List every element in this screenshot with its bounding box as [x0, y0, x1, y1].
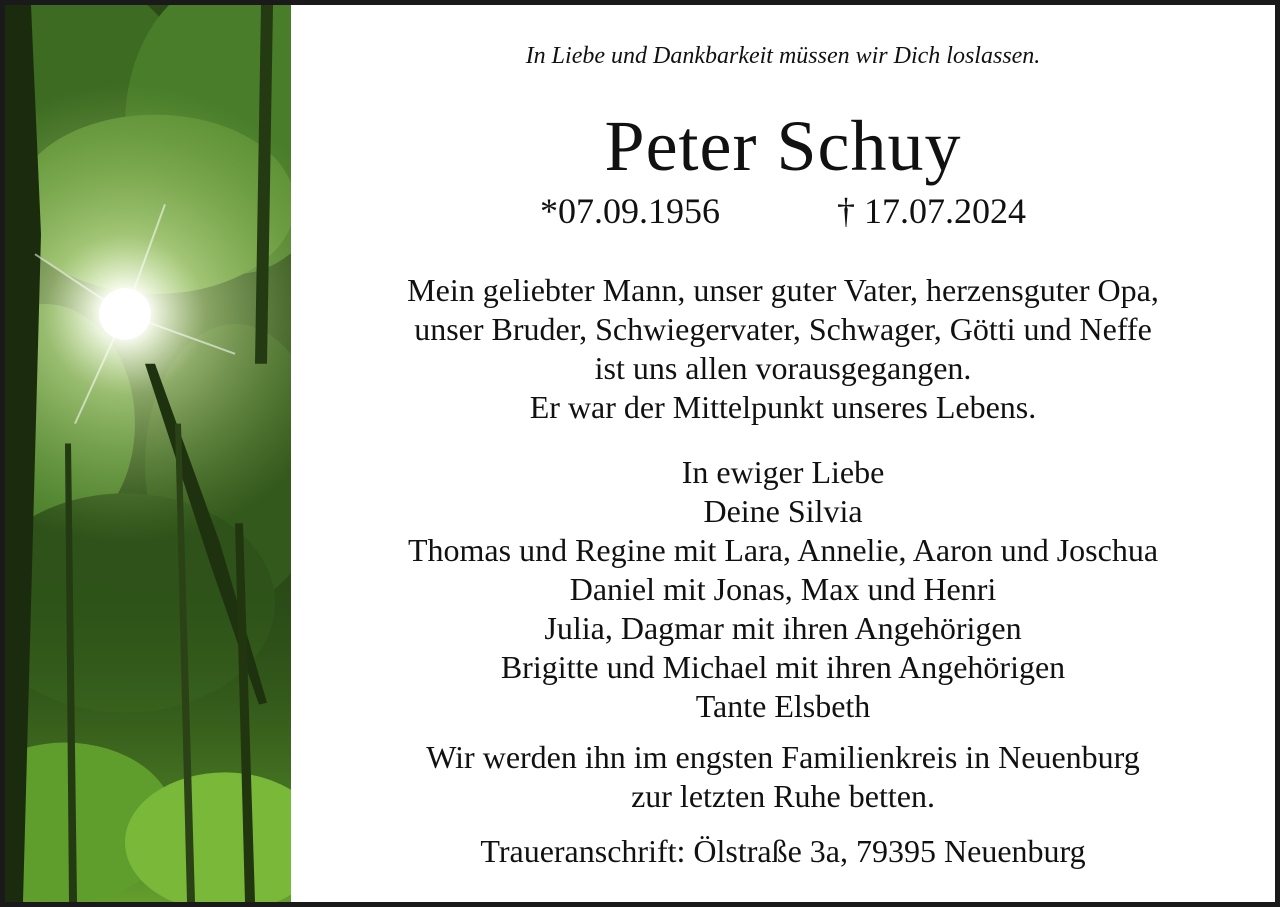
- birth-date: *07.09.1956: [540, 191, 720, 231]
- mourner-line: Brigitte und Michael mit ihren Angehörigen: [500, 649, 1066, 685]
- burial-line: zur letzten Ruhe betten.: [631, 778, 935, 814]
- mourner-line: Deine Silvia: [703, 493, 863, 529]
- mourner-line: In ewiger Liebe: [681, 454, 885, 490]
- motto: In Liebe und Dankbarkeit müssen wir Dich loslassen.: [525, 43, 1041, 69]
- mourning-address: Traueranschrift: Ölstraße 3a, 79395 Neuenburg: [480, 833, 1086, 869]
- life-dates: [291, 189, 1275, 233]
- notice-text: [291, 5, 1275, 902]
- mourner-line: Thomas und Regine mit Lara, Annelie, Aaron und Joschua: [407, 532, 1159, 568]
- mourner-line: Tante Elsbeth: [695, 688, 871, 724]
- burial-notice: [291, 738, 1275, 816]
- burial-line: Wir werden ihn im engsten Familienkreis in Neuenburg: [426, 739, 1140, 775]
- deceased-name: Peter Schuy: [604, 106, 962, 186]
- tribute-line: unser Bruder, Schwiegervater, Schwager, Götti und Neffe: [414, 311, 1152, 347]
- mourner-line: Julia, Dagmar mit ihren Angehörigen: [544, 610, 1022, 646]
- mourners-list: [291, 453, 1275, 726]
- tribute-line: ist uns allen vorausgegangen.: [594, 350, 972, 386]
- forest-sunlight-image: [5, 5, 291, 902]
- death-date: † 17.07.2024: [837, 191, 1026, 231]
- mourner-line: Daniel mit Jonas, Max und Henri: [569, 571, 997, 607]
- tribute-line: Mein geliebter Mann, unser guter Vater, herzensguter Opa,: [407, 272, 1159, 308]
- forest-illustration: [5, 5, 291, 902]
- tribute-line: Er war der Mittelpunkt unseres Lebens.: [529, 389, 1037, 425]
- tribute-text: [291, 271, 1275, 427]
